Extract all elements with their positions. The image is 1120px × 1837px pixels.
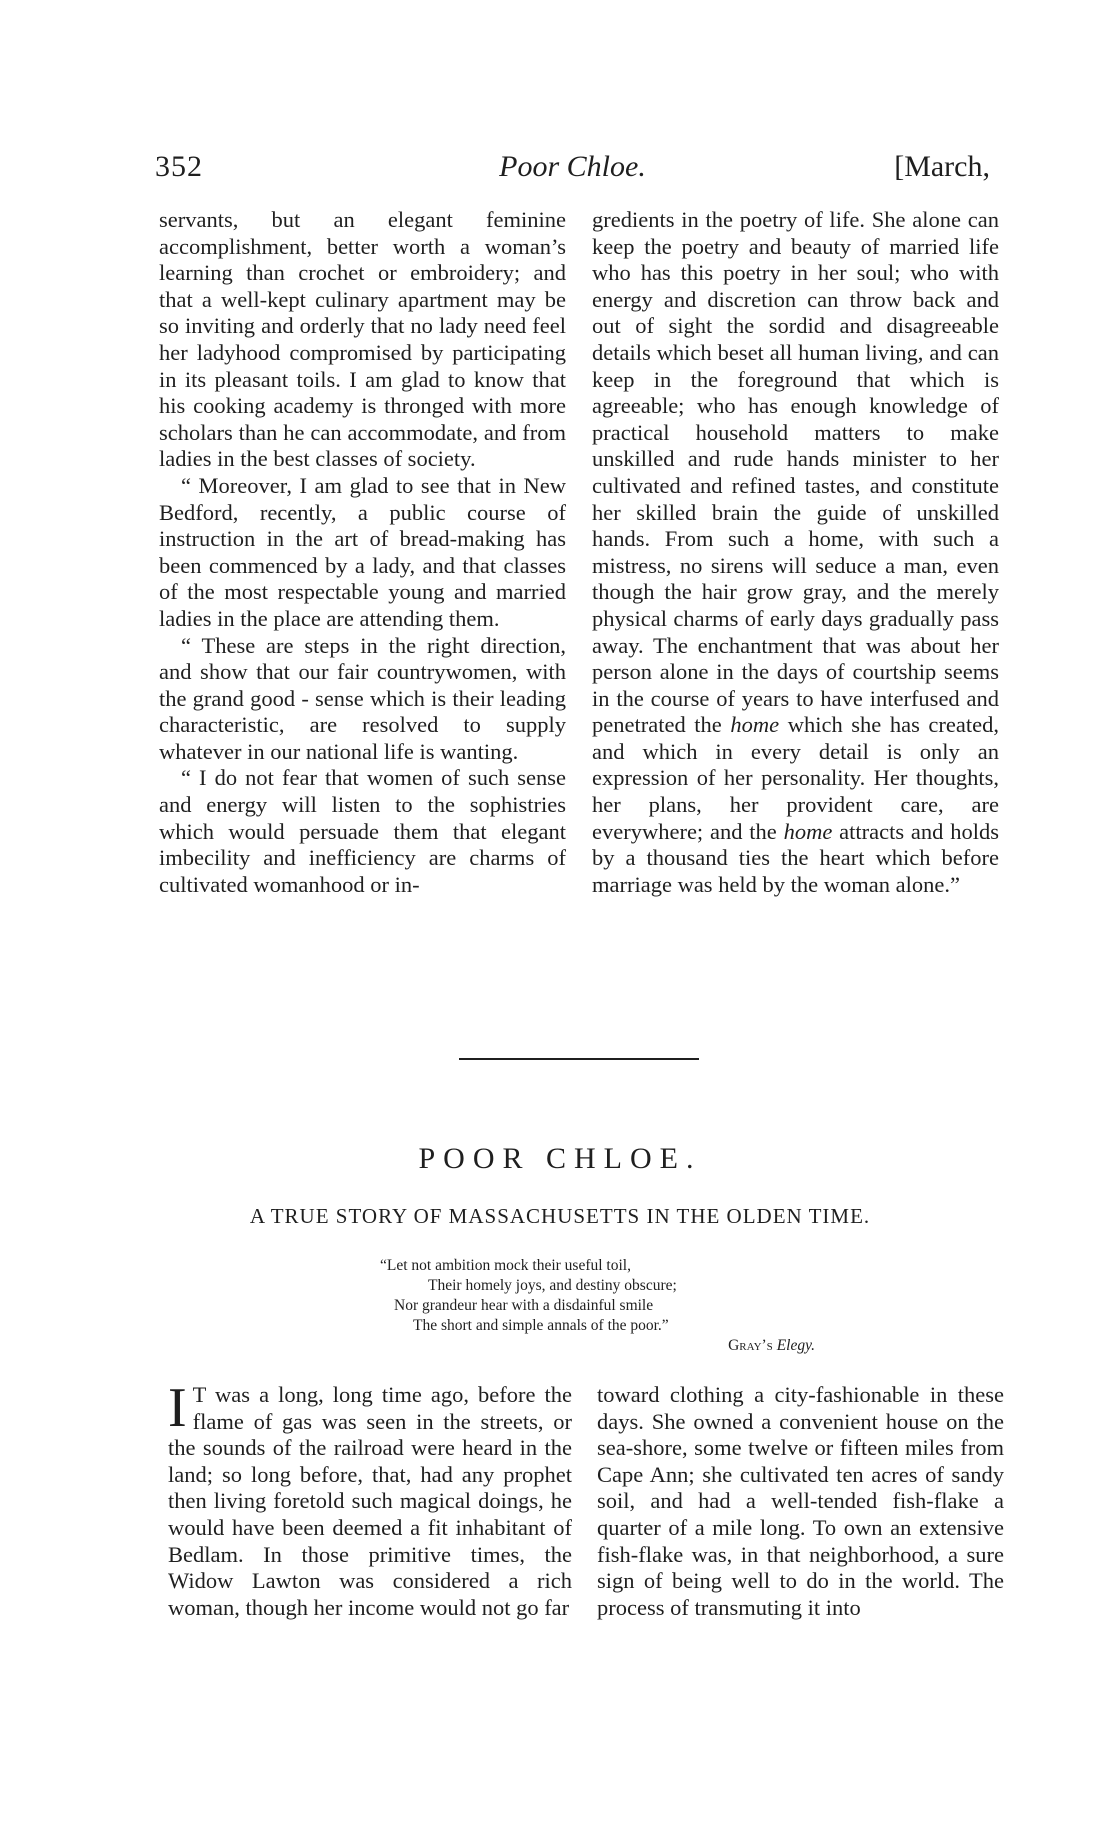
epigraph-author: Gray’s	[728, 1337, 773, 1354]
epigraph-line: The short and simple annals of the poor.”	[413, 1317, 669, 1334]
emphasis: home	[730, 712, 780, 738]
epigraph-source: Elegy.	[776, 1337, 815, 1354]
epigraph-attribution	[380, 1336, 820, 1356]
paragraph: “ Moreover, I am glad to see that in New Bedford, recently, a public course of instruction in the art of bread-making has been commenced by a lady, and that classes of the most respectable young and married ladies in the place are attending them.	[159, 472, 566, 631]
text-run: which she has created, and which in every detail is only an expression of her personality. Her thoughts, her plans, her provident care, are everywhere; and the	[592, 712, 999, 844]
paragraph: toward clothing a city-fashionable in these days. She owned a convenient house on the sea-shore, some twelve or fifteen miles from Cape Ann; she cultivated ten acres of sandy soil, and had a well-tended fish-flake a quarter of a mile long. To own an extensive fish-flake was, in that neighborhood, a sure sign of being well to do in the world. The process of transmuting it into	[597, 1382, 1004, 1620]
article-left-column	[159, 207, 566, 898]
story-right-column	[597, 1382, 1004, 1621]
issue-month: [March,	[894, 150, 990, 183]
epigraph	[380, 1256, 820, 1356]
epigraph-line: “Let not ambition mock their useful toil,	[380, 1257, 631, 1274]
text-run: attracts and holds by a thousand ties the heart which before marriage was held by the woman alone.”	[592, 818, 999, 897]
running-title: Poor Chloe.	[499, 150, 646, 183]
epigraph-line: Nor grandeur hear with a disdainful smile	[394, 1297, 654, 1314]
paragraph: servants, but an elegant feminine accomplishment, better worth a woman’s learning than crochet or embroidery; and that a well-kept culinary apartment may be so inviting and orderly that no lady need feel her ladyhood compromised by participating in its pleasant toils. I am glad to know that his cooking academy is thronged with more scholars than he can accommodate, and from ladies in the best classes of society.	[159, 207, 566, 472]
story-subtitle: A TRUE STORY OF MASSACHUSETTS IN THE OLDEN TIME.	[249, 1204, 871, 1228]
text-run: gredients in the poetry of life. She alone can keep the poetry and beauty of married life who has this poetry in her soul; who with energy and discretion can throw back and out of sight the sordid and disagreeable details which beset all human living, and can keep in the foreground that which is agreeable; who has enough knowledge of practical household matters to make unskilled and rude hands minister to her cultivated and refined tastes, and constitute her skilled brain the guide of unskilled hands. From such a home, with such a mistress, no sirens will seduce a man, even though the hair grow gray, and the merely physical charms of early days gradually pass away. The enchantment that was about her person alone in the days of courtship seems in the course of years to have interfused and penetrated the	[592, 207, 999, 738]
paragraph: “ These are steps in the right direction, and show that our fair countrywomen, with the grand good - sense which is their leading characteristic, are resolved to supply whatever in our national life is wanting.	[159, 632, 566, 764]
paragraph: “ I do not fear that women of such sense and energy will listen to the sophistries which would persuade them that elegant imbecility and inefficiency are charms of cultivated womanhood or in-	[159, 765, 566, 897]
story-title: POOR CHLOE.	[418, 1142, 702, 1175]
paragraph	[592, 207, 999, 898]
epigraph-line: Their homely joys, and destiny obscure;	[428, 1277, 677, 1294]
article-right-column	[592, 207, 999, 898]
text-run: T was a long, long time ago, before the flame of gas was seen in the streets, or the sounds of the railroad were heard in the land; so long before, that, had any prophet then living foretold such magical doings, he would have been deemed a fit inhabitant of Bedlam. In those primitive times, the Widow Lawton was considered a rich woman, though her income would not go far	[168, 1382, 572, 1620]
page-number: 352	[155, 150, 203, 183]
paragraph	[168, 1377, 572, 1621]
emphasis: home	[783, 818, 833, 844]
story-left-column	[168, 1377, 572, 1621]
drop-cap: I	[168, 1377, 187, 1439]
running-header	[155, 150, 990, 192]
section-divider	[459, 1058, 699, 1060]
